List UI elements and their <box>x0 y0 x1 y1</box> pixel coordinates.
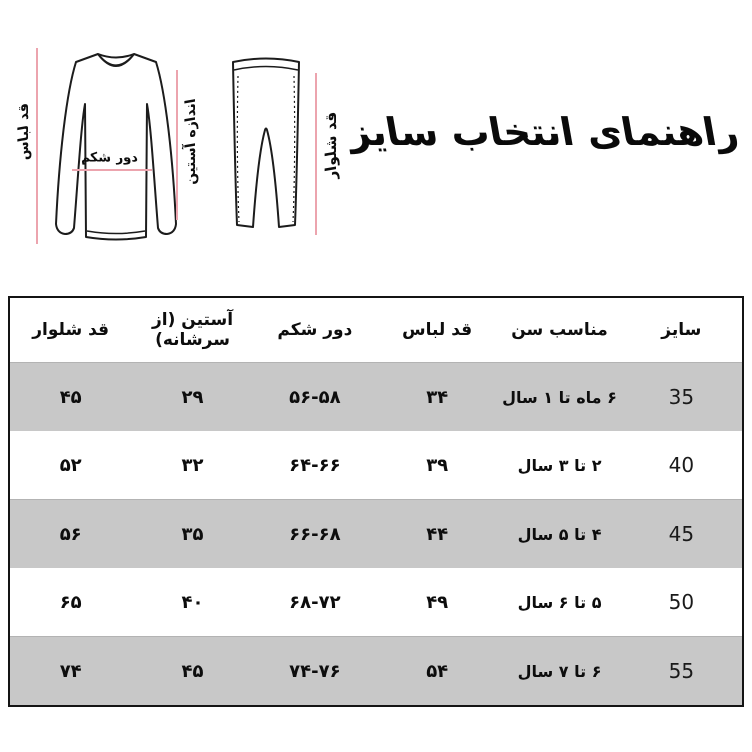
pants-length-label: قد شلوار <box>322 110 340 182</box>
table-row <box>9 500 743 569</box>
header-sleeve: آستین (از سرشانه) <box>131 297 253 363</box>
sleeve-length-line <box>176 70 178 220</box>
cell-belly: ۶۴-۶۶ <box>289 454 341 476</box>
cell-size: 55 <box>621 637 743 707</box>
header-belly: دور شکم <box>254 297 376 363</box>
cell-age: ۵ تا ۶ سال <box>517 592 602 612</box>
belly-line <box>72 169 152 171</box>
cell-age: ۴ تا ۵ سال <box>498 500 620 569</box>
cell-sleeve: ۳۲ <box>181 454 204 476</box>
table-row <box>9 363 743 432</box>
header-size: سایز <box>621 297 743 363</box>
table-row <box>9 568 743 637</box>
garment-length-line <box>36 48 38 244</box>
cell-garment-length: ۳۹ <box>426 454 449 476</box>
header-pants-length: قد شلوار <box>9 297 131 363</box>
table-row <box>9 637 743 707</box>
cell-belly: ۶۸-۷۲ <box>289 591 341 613</box>
cell-pants-length: ۵۲ <box>59 454 82 476</box>
sleeve-length-label: اندازه آستین <box>183 97 199 187</box>
cell-belly: ۶۶-۶۸ <box>254 500 376 569</box>
cell-size: 45 <box>621 500 743 569</box>
cell-sleeve: ۴۰ <box>181 591 204 613</box>
cell-age: ۲ تا ۳ سال <box>517 455 602 475</box>
cell-sleeve: ۳۵ <box>131 500 253 569</box>
cell-garment-length: ۴۴ <box>376 500 498 569</box>
cell-age: ۶ ماه تا ۱ سال <box>498 363 620 432</box>
shirt-drawing <box>50 40 182 256</box>
cell-size: 50 <box>668 590 695 614</box>
belly-label: دور شکم <box>79 150 139 166</box>
cell-garment-length: ۵۴ <box>376 637 498 707</box>
cell-pants-length: ۶۵ <box>59 591 82 613</box>
page-title: راهنمای انتخاب سایز <box>344 110 742 154</box>
cell-age: ۶ تا ۷ سال <box>498 637 620 707</box>
pants-length-line <box>315 73 317 235</box>
header-garment-length: قد لباس <box>376 297 498 363</box>
cell-size: 35 <box>621 363 743 432</box>
size-table <box>8 296 744 707</box>
size-table-header <box>9 297 743 363</box>
cell-size: 40 <box>668 453 695 477</box>
header-age: مناسب سن <box>498 297 620 363</box>
cell-garment-length: ۴۹ <box>426 591 449 613</box>
cell-belly: ۵۶-۵۸ <box>254 363 376 432</box>
cell-pants-length: ۷۴ <box>9 637 131 707</box>
cell-garment-length: ۳۴ <box>376 363 498 432</box>
header-row <box>9 297 743 363</box>
cell-sleeve: ۴۵ <box>131 637 253 707</box>
table-row <box>9 431 743 500</box>
cell-pants-length: ۵۶ <box>9 500 131 569</box>
garment-length-label: قد لباس <box>16 101 32 163</box>
cell-pants-length: ۴۵ <box>9 363 131 432</box>
pants-drawing <box>226 52 306 242</box>
cell-sleeve: ۲۹ <box>131 363 253 432</box>
cell-belly: ۷۴-۷۶ <box>254 637 376 707</box>
